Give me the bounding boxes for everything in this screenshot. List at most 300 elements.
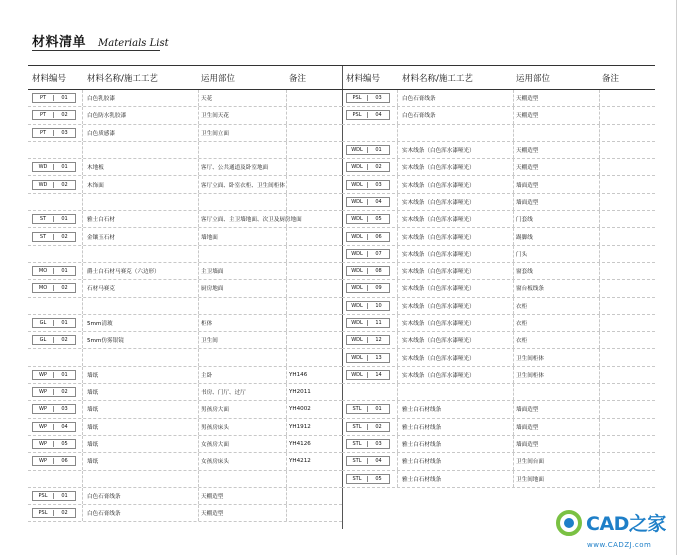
material-name: 白色质感漆: [83, 125, 199, 141]
material-name: 木饰面: [83, 176, 199, 192]
code-number: 04: [375, 198, 382, 205]
code-cell: [28, 107, 83, 123]
note: [287, 263, 342, 279]
code-prefix: WDL: [347, 147, 368, 153]
material-name: 白色防水乳胶漆: [83, 107, 199, 123]
location: [199, 246, 287, 262]
code-number: 07: [375, 250, 382, 257]
location: [514, 384, 600, 400]
note: [600, 90, 655, 106]
code-cell: [342, 159, 398, 175]
note: [287, 159, 342, 175]
code-number: 11: [375, 320, 382, 326]
code-number: 13: [375, 354, 382, 361]
code-prefix: WD: [33, 182, 54, 188]
code-number: 01: [61, 492, 68, 499]
code-cell: [28, 280, 83, 296]
note: [600, 436, 655, 452]
note: [600, 471, 655, 487]
code-cell: [342, 401, 398, 417]
location: 卫生间立面: [199, 125, 287, 141]
note: [600, 453, 655, 469]
code-prefix: PT: [33, 130, 54, 136]
note: [287, 488, 342, 504]
material-code-box: [346, 370, 390, 380]
code-cell: [28, 367, 83, 383]
material-name: 实木线条（白色浑水漆哑光）: [398, 367, 514, 383]
code-number: 01: [375, 406, 382, 413]
code-number: 06: [375, 233, 382, 240]
header-location: 运用部位: [516, 73, 551, 84]
header-name: 材料名称/施工工艺: [402, 73, 473, 84]
material-name: 实木线条（白色浑水漆哑光）: [398, 246, 514, 262]
code-number: 04: [375, 112, 382, 119]
material-code-box: [346, 162, 390, 172]
material-name: 雅士白石材线条: [398, 436, 514, 452]
note: YH2011: [289, 389, 311, 396]
material-code-box: [346, 335, 390, 345]
table-row: [342, 419, 655, 436]
code-prefix: WDL: [347, 337, 368, 343]
note: [600, 384, 655, 400]
code-number: 05: [61, 441, 68, 448]
material-code-box: [32, 508, 76, 518]
code-number: 08: [375, 268, 382, 275]
table-row: [342, 280, 655, 297]
note: [287, 176, 342, 192]
code-prefix: STL: [347, 476, 368, 482]
code-prefix: ST: [33, 234, 54, 240]
header-code: 材料编号: [32, 73, 67, 84]
table-row: [28, 211, 342, 228]
table-row: [28, 142, 342, 159]
code-cell: [28, 349, 83, 365]
material-code-box: [32, 110, 76, 120]
material-name: 5mm清玻: [83, 315, 199, 331]
code-cell: [342, 419, 398, 435]
code-number: 01: [375, 147, 382, 154]
material-name: 实木线条（白色浑水漆哑光）: [398, 349, 514, 365]
material-code-box: [346, 145, 390, 155]
code-cell: [28, 488, 83, 504]
table-row: [342, 453, 655, 470]
material-name: [83, 298, 199, 314]
material-code-box: [32, 370, 76, 380]
code-prefix: WDL: [347, 303, 368, 309]
location: 衣柜: [514, 298, 600, 314]
header-code: 材料编号: [346, 73, 381, 84]
material-name: [83, 246, 199, 262]
location: [514, 125, 600, 141]
code-cell: [28, 228, 83, 244]
material-name: 白色石膏线条: [83, 505, 199, 521]
code-number: 09: [375, 285, 382, 292]
code-number: 14: [375, 371, 382, 378]
material-code-box: [346, 301, 390, 311]
code-number: 02: [61, 285, 68, 292]
location: 墙面造型: [514, 194, 600, 210]
code-cell: [28, 176, 83, 192]
material-name: 爵士白石材马赛克（六边形）: [83, 263, 199, 279]
material-name: 白色石膏线条: [398, 90, 514, 106]
note: YH146: [289, 371, 308, 378]
code-prefix: WDL: [347, 182, 368, 188]
code-number: 12: [375, 337, 382, 344]
code-cell: [342, 471, 398, 487]
note: [287, 505, 342, 521]
document-title: [32, 31, 169, 50]
note: YH4212: [289, 458, 311, 465]
material-name: 雅士白石材线条: [398, 401, 514, 417]
code-prefix: WP: [33, 441, 54, 447]
code-number: 02: [61, 510, 68, 517]
code-cell: [342, 453, 398, 469]
code-cell: [28, 211, 83, 227]
code-cell: [28, 436, 83, 452]
code-cell: [28, 142, 83, 158]
code-cell: [28, 246, 83, 262]
location: 男孩房大面: [199, 401, 287, 417]
table-row: [342, 125, 655, 142]
material-code-box: [346, 232, 390, 242]
note: [600, 315, 655, 331]
table-row: [28, 436, 342, 453]
code-cell: [28, 419, 83, 435]
location: 窗台板线条: [514, 280, 600, 296]
location: 柜体: [199, 315, 287, 331]
location: 客厅、公共通道及卧室地面: [199, 159, 287, 175]
table-row: [28, 280, 342, 297]
material-name: 雅士白石材线条: [398, 419, 514, 435]
code-number: 05: [375, 216, 382, 223]
code-cell: [342, 194, 398, 210]
code-number: 02: [61, 112, 68, 119]
table-row: [342, 142, 655, 159]
material-name: 实木线条（白色浑水漆哑光）: [398, 194, 514, 210]
material-name: 墙纸: [83, 384, 199, 400]
location: 墙面造型: [514, 176, 600, 192]
code-prefix: STL: [347, 406, 368, 412]
material-code-box: [32, 335, 76, 345]
material-code-box: [32, 214, 76, 224]
table-header-right: [342, 65, 655, 90]
location: 衣柜: [514, 315, 600, 331]
material-name: 实木线条（白色浑水漆哑光）: [398, 176, 514, 192]
code-prefix: WD: [33, 164, 54, 170]
location: 天棚造型: [199, 505, 287, 521]
code-number: 02: [61, 181, 68, 188]
note: [600, 419, 655, 435]
table-row: [342, 194, 655, 211]
material-name: 墙纸: [83, 401, 199, 417]
materials-table-right: [342, 65, 655, 488]
code-prefix: PSL: [33, 493, 54, 499]
code-number: 02: [375, 164, 382, 171]
code-cell: [28, 263, 83, 279]
material-name: [83, 471, 199, 487]
table-row: [342, 384, 655, 401]
location: 窗套线: [514, 263, 600, 279]
table-row: [28, 453, 342, 470]
code-prefix: WDL: [347, 164, 368, 170]
table-row: [28, 159, 342, 176]
code-number: 06: [61, 458, 68, 465]
code-cell: [28, 384, 83, 400]
code-prefix: PSL: [33, 510, 54, 516]
material-name: 实木线条（白色浑水漆哑光）: [398, 159, 514, 175]
location: [199, 298, 287, 314]
location: 厨房地面: [199, 280, 287, 296]
code-prefix: WDL: [347, 199, 368, 205]
title-underline: [32, 50, 160, 51]
code-cell: [342, 280, 398, 296]
material-name: 实木线条（白色浑水漆哑光）: [398, 263, 514, 279]
code-number: 01: [61, 268, 68, 275]
table-row: [28, 263, 342, 280]
table-row: [28, 367, 342, 384]
code-prefix: PT: [33, 112, 54, 118]
table-row: [28, 505, 342, 522]
code-cell: [28, 471, 83, 487]
code-number: 02: [61, 337, 68, 344]
location: [199, 194, 287, 210]
code-cell: [342, 332, 398, 348]
note: [287, 142, 342, 158]
materials-table-left: [28, 65, 342, 522]
material-name: [83, 349, 199, 365]
code-cell: [28, 505, 83, 521]
note: [600, 176, 655, 192]
location: 墙面造型: [514, 436, 600, 452]
material-code-box: [32, 93, 76, 103]
note: [600, 228, 655, 244]
material-name: 实木线条（白色浑水漆哑光）: [398, 142, 514, 158]
code-prefix: STL: [347, 441, 368, 447]
code-cell: [342, 436, 398, 452]
table-row: [28, 419, 342, 436]
note: [287, 298, 342, 314]
material-code-box: [346, 266, 390, 276]
material-code-box: [32, 128, 76, 138]
code-prefix: WDL: [347, 372, 368, 378]
material-name: 木地板: [83, 159, 199, 175]
code-cell: [342, 176, 398, 192]
table-row: [28, 246, 342, 263]
note: [600, 107, 655, 123]
code-prefix: WP: [33, 458, 54, 464]
table-row: [28, 315, 342, 332]
table-row: [342, 298, 655, 315]
table-row: [28, 488, 342, 505]
material-code-box: [346, 422, 390, 432]
code-number: 03: [375, 181, 382, 188]
material-code-box: [346, 404, 390, 414]
location: 天花: [199, 90, 287, 106]
code-cell: [28, 90, 83, 106]
location: 卫生间台面: [514, 453, 600, 469]
code-cell: [342, 315, 398, 331]
location: 天棚造型: [514, 159, 600, 175]
header-name: 材料名称/施工工艺: [87, 73, 158, 84]
material-code-box: [32, 162, 76, 172]
location: [199, 349, 287, 365]
code-number: 03: [375, 441, 382, 448]
note: [287, 125, 342, 141]
table-row: [28, 401, 342, 418]
note: [600, 367, 655, 383]
table-row: [342, 211, 655, 228]
material-name: 白色乳胶漆: [83, 90, 199, 106]
location: 踢脚线: [514, 228, 600, 244]
table-row: [28, 90, 342, 107]
table-row: [342, 246, 655, 263]
location: 门套线: [514, 211, 600, 227]
material-name: 石材马赛克: [83, 280, 199, 296]
code-number: 10: [375, 302, 382, 309]
material-code-box: [346, 249, 390, 259]
code-prefix: WP: [33, 389, 54, 395]
material-name: 实木线条（白色浑水漆哑光）: [398, 280, 514, 296]
material-name: 金镶玉石材: [83, 228, 199, 244]
note: [287, 332, 342, 348]
table-row: [28, 349, 342, 366]
material-name: 墙纸: [83, 436, 199, 452]
code-prefix: PSL: [347, 95, 368, 101]
table-row: [342, 90, 655, 107]
material-name: 墙纸: [83, 367, 199, 383]
material-code-box: [346, 318, 390, 328]
code-prefix: STL: [347, 458, 368, 464]
material-code-box: [32, 491, 76, 501]
note: [600, 142, 655, 158]
code-number: 02: [61, 233, 68, 240]
table-header-left: [28, 65, 342, 90]
code-prefix: WP: [33, 372, 54, 378]
material-name: 雅士白石材线条: [398, 471, 514, 487]
material-name: 白色石膏线条: [398, 107, 514, 123]
material-code-box: [346, 353, 390, 363]
location: 墙面造型: [514, 401, 600, 417]
table-row: [28, 194, 342, 211]
code-cell: [28, 159, 83, 175]
header-location: 运用部位: [201, 73, 236, 84]
code-prefix: PT: [33, 95, 54, 101]
table-row: [342, 107, 655, 124]
note: [287, 246, 342, 262]
table-row: [342, 159, 655, 176]
location: 墙面造型: [514, 419, 600, 435]
location: 衣柜: [514, 332, 600, 348]
table-row: [28, 471, 342, 488]
material-code-box: [32, 283, 76, 293]
material-code-box: [346, 110, 390, 120]
material-name: 墙纸: [83, 453, 199, 469]
code-cell: [342, 367, 398, 383]
note: [287, 315, 342, 331]
note: [600, 211, 655, 227]
note: [287, 90, 342, 106]
table-row: [342, 315, 655, 332]
note: [287, 194, 342, 210]
table-row: [342, 401, 655, 418]
table-row: [28, 332, 342, 349]
code-cell: [342, 125, 398, 141]
code-cell: [342, 263, 398, 279]
table-row: [342, 228, 655, 245]
code-number: 01: [61, 164, 68, 171]
material-name: 墙纸: [83, 419, 199, 435]
material-code-box: [32, 318, 76, 328]
code-prefix: WDL: [347, 216, 368, 222]
code-cell: [342, 298, 398, 314]
location: 主卧: [199, 367, 287, 383]
material-code-box: [32, 387, 76, 397]
location: 卫生间地面: [514, 471, 600, 487]
table-row: [28, 298, 342, 315]
table-body-left: [28, 90, 342, 522]
material-code-box: [32, 422, 76, 432]
table-row: [28, 228, 342, 245]
watermark-brand: CAD之家: [586, 513, 666, 535]
table-row: [342, 332, 655, 349]
location: 天棚造型: [514, 107, 600, 123]
table-row: [28, 125, 342, 142]
table-row: [342, 263, 655, 280]
location: 女孩房大面: [199, 436, 287, 452]
note: YH4126: [289, 441, 311, 448]
table-row: [342, 349, 655, 366]
code-cell: [342, 246, 398, 262]
code-prefix: MO: [33, 268, 54, 274]
material-name: 雅士白石材: [83, 211, 199, 227]
location: 天棚造型: [514, 142, 600, 158]
code-prefix: PSL: [347, 112, 368, 118]
location: 门头: [514, 246, 600, 262]
note: [600, 246, 655, 262]
material-name: [83, 142, 199, 158]
code-number: 03: [61, 129, 68, 136]
material-code-box: [346, 439, 390, 449]
code-prefix: GL: [33, 337, 54, 343]
code-number: 04: [61, 423, 68, 430]
material-code-box: [346, 474, 390, 484]
note: YH1912: [289, 423, 311, 430]
header-note: 备注: [289, 73, 307, 84]
note: [600, 263, 655, 279]
code-cell: [28, 332, 83, 348]
note: [600, 298, 655, 314]
material-name: 实木线条（白色浑水漆哑光）: [398, 211, 514, 227]
location: 书房、门厅、过厅: [199, 384, 287, 400]
note: [287, 471, 342, 487]
code-number: 02: [61, 389, 68, 396]
code-prefix: WDL: [347, 251, 368, 257]
location: 女孩房床头: [199, 453, 287, 469]
material-name: [83, 194, 199, 210]
material-code-box: [32, 180, 76, 190]
code-prefix: WDL: [347, 268, 368, 274]
table-row: [28, 107, 342, 124]
location: 天棚造型: [199, 488, 287, 504]
note: [600, 332, 655, 348]
material-code-box: [32, 404, 76, 414]
note: [600, 194, 655, 210]
material-name: [398, 384, 514, 400]
material-name: 白色石膏线条: [83, 488, 199, 504]
material-code-box: [346, 283, 390, 293]
code-number: 02: [375, 423, 382, 430]
code-number: 01: [61, 371, 68, 378]
